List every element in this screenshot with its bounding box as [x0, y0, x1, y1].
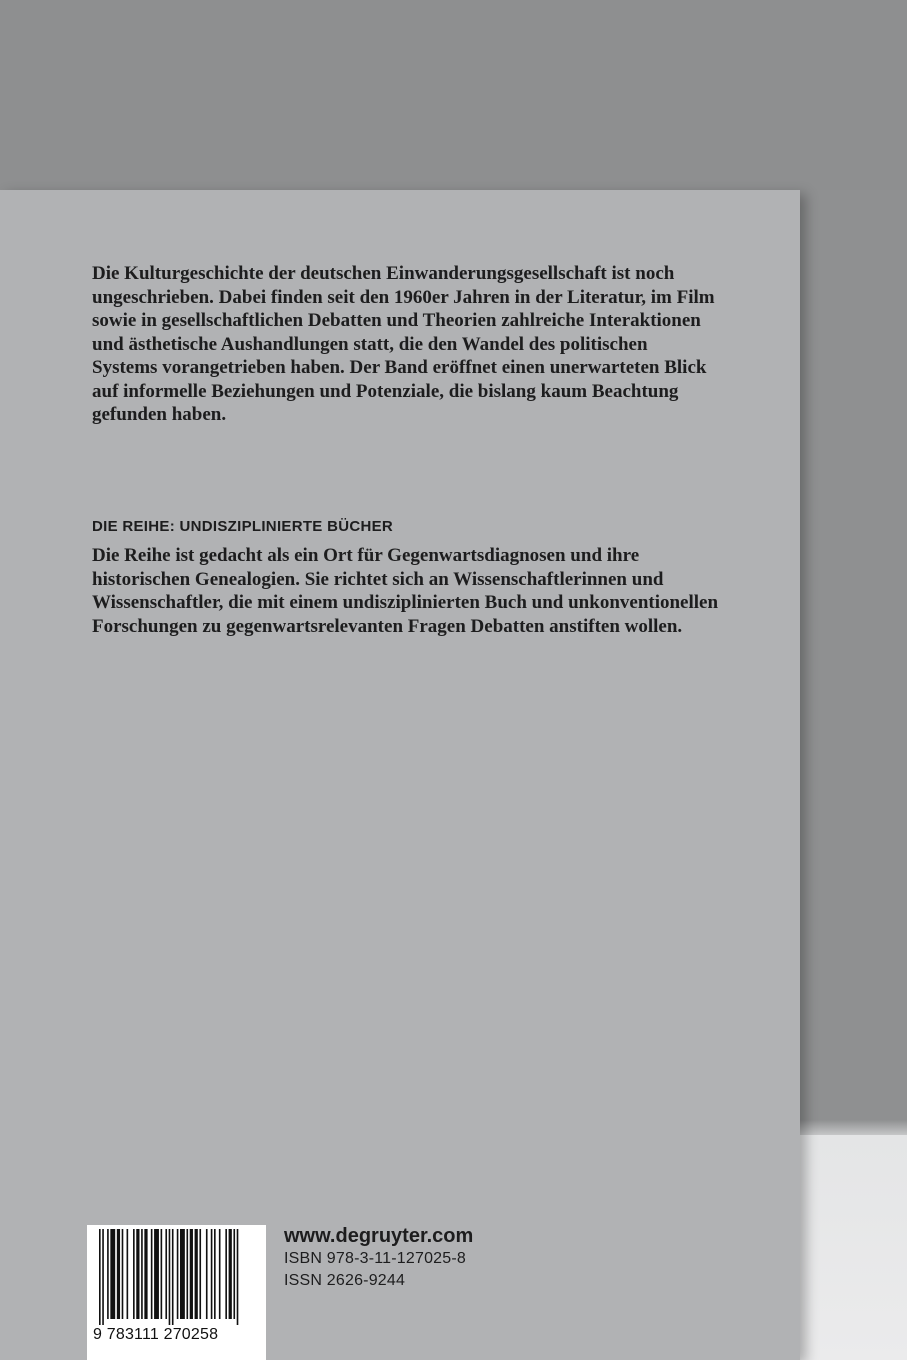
barcode-bar	[117, 1229, 120, 1319]
barcode-bar	[136, 1229, 139, 1319]
barcode-bar	[144, 1229, 147, 1319]
barcode-bars	[99, 1229, 257, 1325]
barcode-bar	[180, 1229, 185, 1319]
series-line: Forschungen zu gegenwartsrelevanten Fragen Debatten anstiften wollen.	[92, 615, 683, 637]
issn: ISSN 2626-9244	[284, 1272, 406, 1289]
barcode-bar	[172, 1229, 174, 1325]
barcode-bar	[99, 1229, 101, 1325]
barcode-bar	[186, 1229, 188, 1319]
series-line: Wissenschaftler, die mit einem undisziplinierten Buch und unkonventionellen	[92, 592, 719, 613]
barcode-bar	[161, 1229, 163, 1319]
barcode-bar	[141, 1229, 143, 1319]
barcode-bar	[195, 1229, 198, 1319]
barcode-bar	[211, 1229, 213, 1319]
barcode-bar	[122, 1229, 124, 1319]
barcode-bar	[133, 1229, 135, 1319]
blurb-line: ungeschrieben. Dabei finden seit den 1960er Jahren in der Literatur, im Film	[92, 286, 715, 308]
barcode-bar	[165, 1229, 167, 1319]
barcode-bar	[199, 1229, 201, 1319]
barcode-bar	[110, 1229, 115, 1319]
background-top	[0, 0, 907, 190]
barcode-bar	[154, 1229, 159, 1319]
barcode	[87, 1225, 266, 1360]
isbn: ISBN 978-3-11-127025-8	[284, 1250, 466, 1267]
barcode-bar	[233, 1229, 235, 1319]
publisher-info	[284, 1224, 473, 1292]
barcode-digits: 9 783111 270258	[93, 1326, 219, 1343]
series-description	[92, 544, 742, 638]
barcode-bar	[229, 1229, 232, 1319]
barcode-bar	[102, 1229, 104, 1325]
barcode-bar	[206, 1229, 208, 1319]
barcode-bar	[169, 1229, 171, 1325]
barcode-bar	[237, 1229, 239, 1325]
publisher-url[interactable]: www.degruyter.com	[284, 1225, 474, 1247]
blurb-text	[92, 262, 742, 427]
barcode-bar	[177, 1229, 179, 1319]
blurb-line: sowie in gesellschaftlichen Debatten und Theorien zahlreiche Interaktionen	[92, 310, 701, 331]
barcode-bar	[214, 1229, 216, 1319]
barcode-bar	[151, 1229, 153, 1319]
series-line: historischen Genealogien. Sie richtet sich an Wissenschaftlerinnen und	[92, 568, 664, 590]
blurb-line: auf informelle Beziehungen und Potenziale, die bislang kaum Beachtung	[92, 380, 679, 402]
barcode-bar	[107, 1229, 109, 1319]
blurb-line: und ästhetische Aushandlungen statt, die den Wandel des politischen	[92, 333, 648, 355]
series-line: Die Reihe ist gedacht als ein Ort für Gegenwartsdiagnosen und ihre	[92, 545, 640, 566]
blurb-line: Die Kulturgeschichte der deutschen Einwanderungsgesellschaft ist noch	[92, 263, 675, 284]
blurb-line: gefunden haben.	[92, 404, 227, 425]
barcode-bar	[127, 1229, 129, 1319]
barcode-bar	[225, 1229, 227, 1319]
barcode-bar	[219, 1229, 221, 1319]
background-right-lower	[800, 1135, 907, 1360]
series-heading: DIE REIHE: UNDISZIPLINIERTE BÜCHER	[92, 518, 394, 535]
barcode-bar	[190, 1229, 193, 1319]
blurb-line: Systems vorangetrieben haben. Der Band eröffnet einen unerwarteten Blick	[92, 357, 707, 378]
